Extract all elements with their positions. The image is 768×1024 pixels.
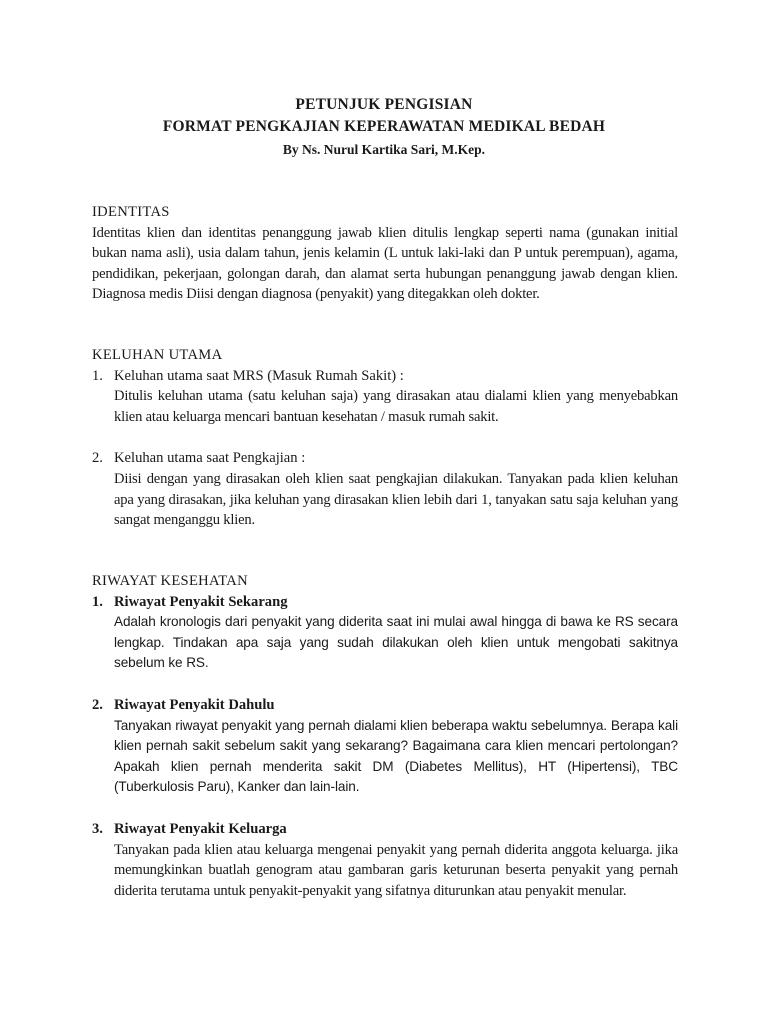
title-line-2: FORMAT PENGKAJIAN KEPERAWATAN MEDIKAL BEDAH [162, 118, 606, 135]
section-riwayat-kesehatan [92, 571, 678, 901]
author-line: By Ns. Nurul Kartika Sari, M.Kep. [282, 142, 486, 157]
list-item-body: Ditulis keluhan utama (satu keluhan saja) yang dirasakan atau dialami klien yang menyebabkan klien atau keluarga mencari bantuan kesehatan / masuk rumah sakit. [114, 388, 678, 425]
list-item-title: Keluhan utama saat MRS (Masuk Rumah Sakit) : [114, 367, 404, 384]
list-number: 1. [92, 593, 103, 610]
list-item [92, 819, 678, 901]
list-number: 3. [92, 820, 103, 837]
list-item [92, 695, 678, 798]
list-item-title: Riwayat Penyakit Sekarang [114, 593, 288, 610]
list-item [92, 448, 678, 530]
list-item [92, 366, 678, 428]
list-number: 2. [92, 696, 103, 713]
list-number: 2. [92, 450, 103, 467]
list-item-title: Keluhan utama saat Pengkajian : [114, 450, 306, 467]
list-item-body: Adalah kronologis dari penyakit yang diderita saat ini mulai awal hingga di bawa ke RS secara lengkap. Tindakan apa saja yang sudah dilakukan oleh klien untuk mengobati sakitnya sebelum ke RS. [114, 614, 678, 671]
list-item-title: Riwayat Penyakit Keluarga [114, 820, 287, 837]
identitas-paragraph: Identitas klien dan identitas penanggung jawab klien ditulis lengkap seperti nama (gunakan initial bukan nama asli), usia dalam tahun, jenis kelamin (L untuk laki-laki dan P untuk perempuan), agama, pendidikan, pekerjaan, golongan darah, dan alamat serta hubungan penanggung jawab dengan klien. Diagnosa medis Diisi dengan diagnosa (penyakit) yang ditegakkan oleh dokter. [92, 224, 678, 303]
list-number: 1. [92, 367, 103, 384]
title-line-1: PETUNJUK PENGISIAN [295, 96, 473, 113]
list-item-title: Riwayat Penyakit Dahulu [114, 696, 275, 713]
section-heading-riwayat: RIWAYAT KESEHATAN [92, 573, 248, 589]
section-identitas [92, 202, 678, 305]
section-heading-keluhan: KELUHAN UTAMA [92, 347, 223, 363]
list-item-body: Tanyakan pada klien atau keluarga mengenai penyakit yang pernah diderita anggota keluarga. jika memungkinkan buatlah genogram atau gambaran garis keturunan beserta penyakit yang pernah diderita terutama untuk penyakit-penyakit yang sifatnya diturunkan atau penyakit menular. [114, 841, 678, 899]
list-item [92, 592, 678, 674]
document-title-block [0, 94, 768, 161]
section-heading-identitas: IDENTITAS [92, 204, 170, 220]
list-item-body: Diisi dengan yang dirasakan oleh klien saat pengkajian dilakukan. Tanyakan pada klien keluhan apa yang dirasakan, jika keluhan yang dirasakan klien lebih dari 1, tanyakan satu saja keluhan yang sangat menganggu klien. [114, 470, 678, 529]
section-keluhan-utama [92, 345, 678, 531]
list-item-body: Tanyakan riwayat penyakit yang pernah dialami klien beberapa waktu sebelumnya. Berapa kali klien pernah sakit sebelum sakit yang sekarang? Bagaimana cara klien mencari pertolongan? Apakah klien pernah menderita sakit DM (Diabetes Mellitus), HT (Hipertensi), TBC (Tuberkulosis Paru), Kanker dan lain-lain. [114, 717, 678, 795]
